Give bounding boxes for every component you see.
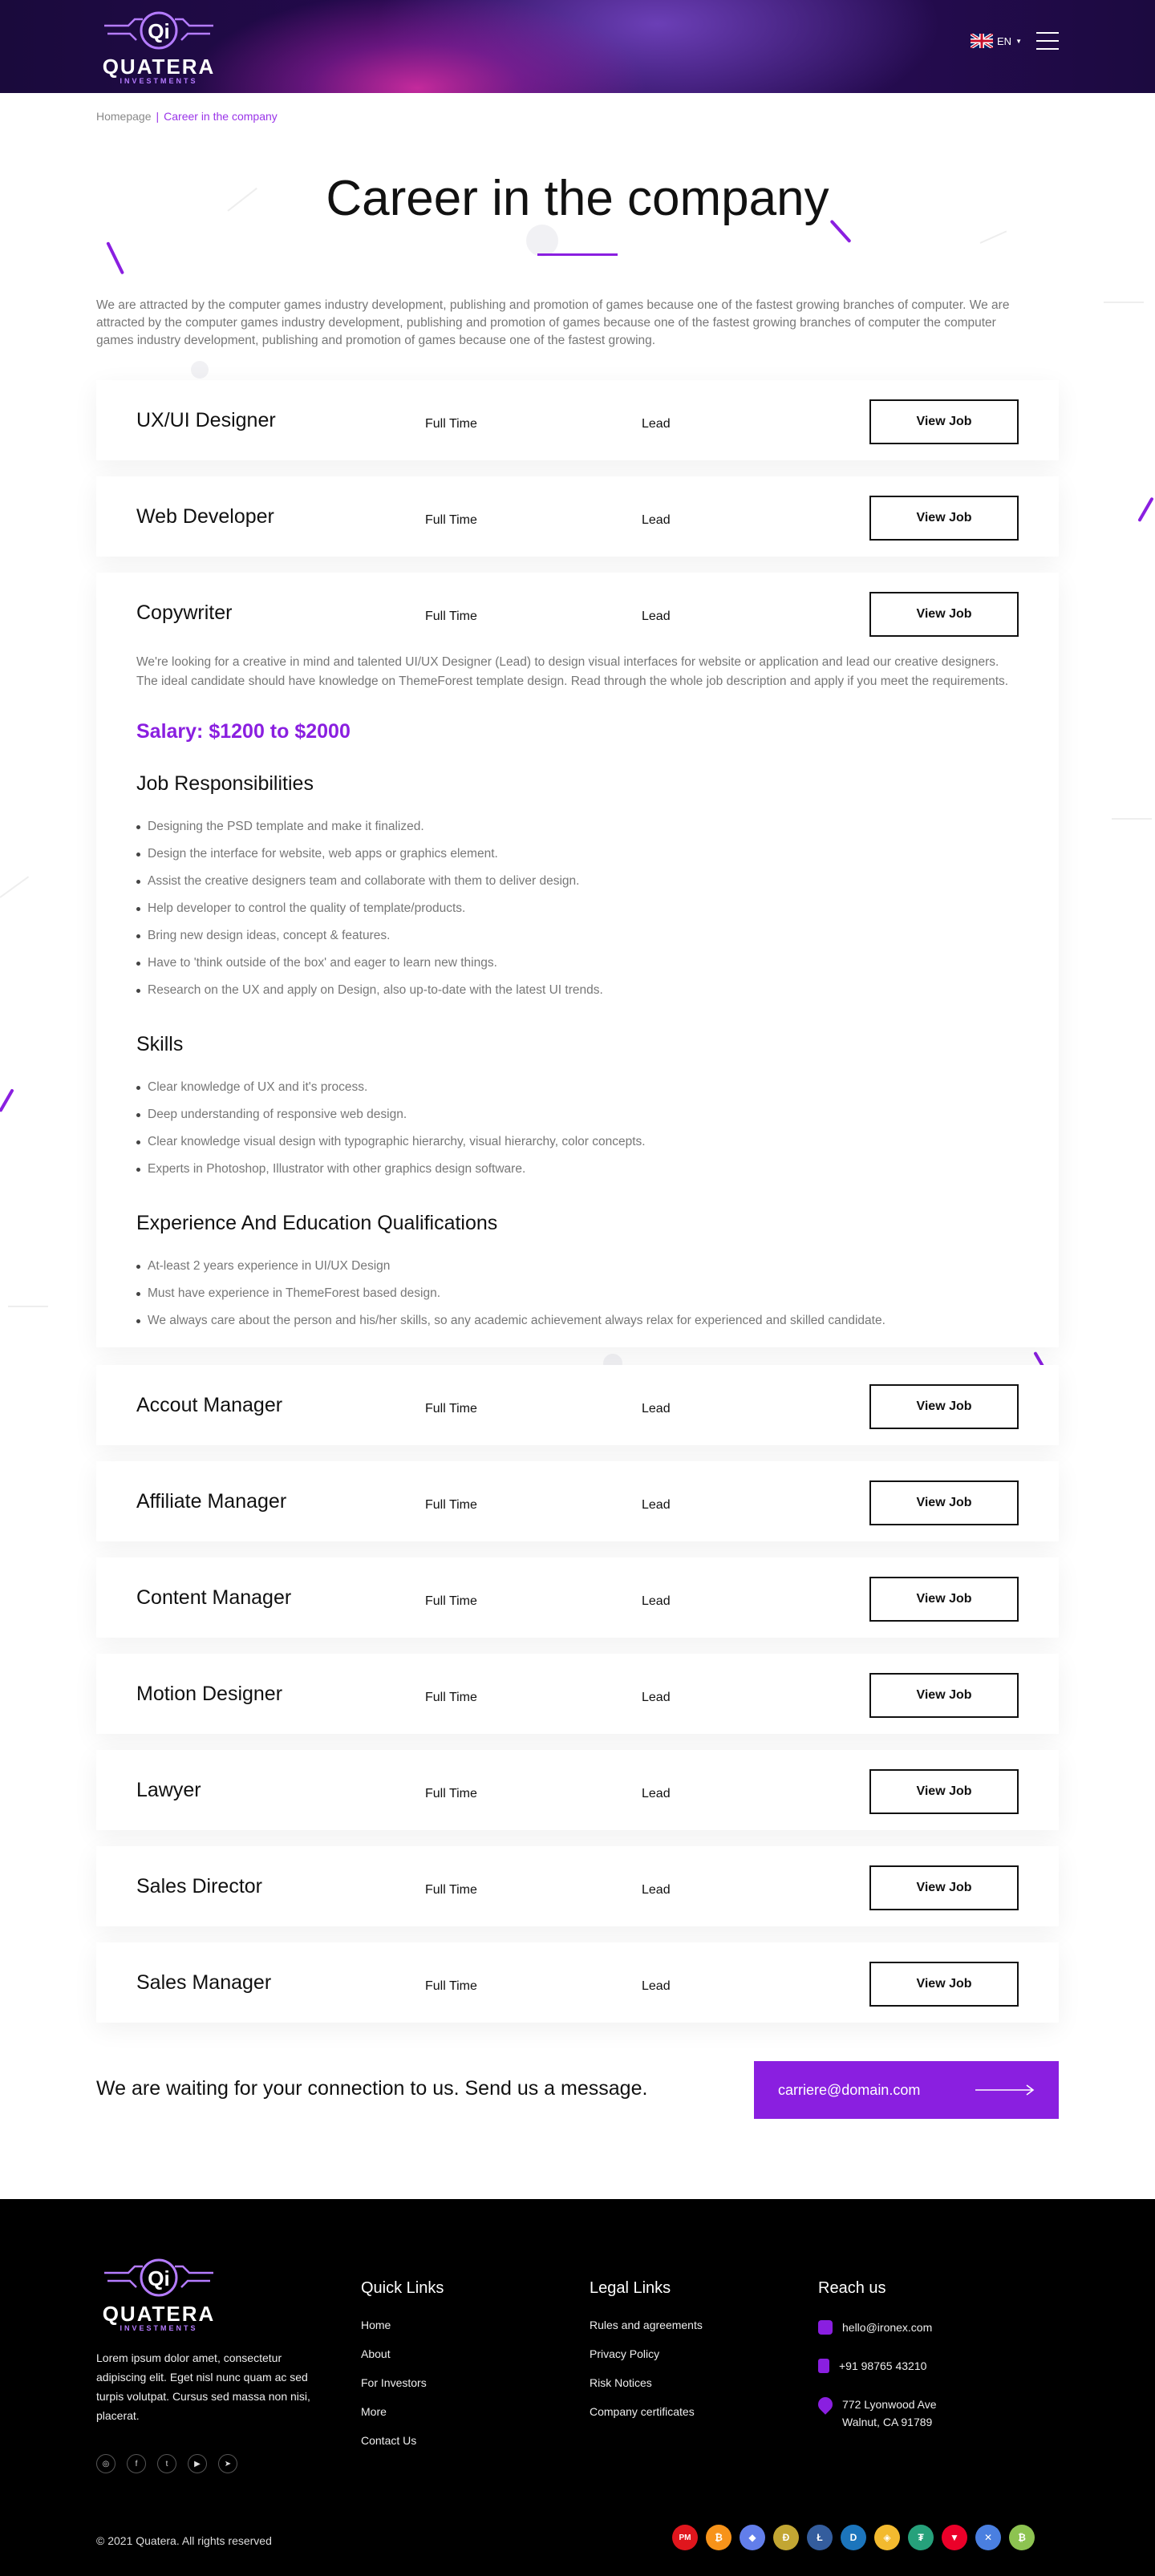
job-title: Content Manager [136, 1586, 292, 1609]
instagram-icon[interactable]: ◎ [96, 2454, 116, 2473]
chevron-down-icon: ▼ [1015, 37, 1022, 45]
reach-us [818, 2279, 937, 2452]
job-level: Lead [642, 1498, 671, 1512]
quick-links-title: Quick Links [361, 2279, 444, 2297]
job-card [96, 1365, 1059, 1445]
language-selector[interactable] [971, 34, 1022, 48]
view-job-button[interactable]: View Job [869, 1673, 1019, 1718]
footer-link-more[interactable]: More [361, 2405, 387, 2418]
language-label: EN [997, 34, 1012, 47]
job-title: UX/UI Designer [136, 409, 276, 431]
view-job-button[interactable]: View Job [869, 1865, 1019, 1910]
job-level: Lead [642, 1787, 671, 1800]
job-description: We're looking for a creative in mind and talented UI/UX Designer (Lead) to design visual interfaces for website or application and lead our creative designers. The ideal candidate should have knowledge on ThemeForest template design. Read through the whole job description and apply if you meet the requirements. [136, 655, 1009, 688]
footer-link-rules[interactable]: Rules and agreements [590, 2319, 703, 2331]
ethereum-icon: ◆ [740, 2525, 765, 2550]
cta-email-button[interactable] [754, 2061, 1059, 2119]
view-job-button[interactable]: View Job [869, 399, 1019, 444]
job-type: Full Time [425, 1787, 477, 1800]
job-type: Full Time [425, 1402, 477, 1416]
job-card [96, 1846, 1059, 1926]
decor-line [1137, 497, 1153, 522]
job-type: Full Time [425, 610, 477, 623]
list-item: Help developer to control the quality of template/products. [136, 895, 1019, 922]
salary: Salary: $1200 to $2000 [136, 720, 351, 743]
dogecoin-icon: Ð [773, 2525, 799, 2550]
footer-link-certificates[interactable]: Company certificates [590, 2405, 695, 2418]
job-type: Full Time [425, 1691, 477, 1704]
site-header [0, 0, 1155, 93]
breadcrumb-home[interactable]: Homepage [96, 110, 152, 123]
cta-text: We are waiting for your connection to us. Send us a message. [96, 2077, 648, 2100]
job-detail [96, 653, 1059, 1359]
view-job-button[interactable]: View Job [869, 496, 1019, 541]
logo-mark-icon [96, 10, 221, 55]
job-card [96, 1942, 1059, 2023]
job-card [96, 380, 1059, 460]
decor-line [1104, 302, 1144, 303]
uk-flag-icon [971, 34, 993, 48]
tron-icon: ▼ [942, 2525, 967, 2550]
perfect-money-icon: PM [672, 2525, 698, 2550]
copyright: © 2021 Quatera. All rights reserved [96, 2534, 272, 2547]
decor-line [8, 1306, 48, 1307]
job-card [96, 1461, 1059, 1541]
logo-mark-icon [96, 2257, 221, 2302]
job-card [96, 476, 1059, 557]
logo-subtitle: INVESTMENTS [120, 77, 198, 85]
job-type: Full Time [425, 1498, 477, 1512]
legal-links [590, 2279, 703, 2434]
logo-wordmark: QUATERA [102, 2302, 216, 2326]
contact-email[interactable] [818, 2319, 937, 2336]
breadcrumb-current: Career in the company [164, 110, 278, 123]
list-item: Research on the UX and apply on Design, also up-to-date with the latest UI trends. [136, 977, 1019, 1004]
payment-methods [672, 2525, 1035, 2550]
decor-line [980, 230, 1007, 243]
job-level: Lead [642, 1691, 671, 1704]
litecoin-icon: Ł [807, 2525, 833, 2550]
list-item: Clear knowledge of UX and it's process. [136, 1074, 1019, 1101]
contact-email-text: hello@ironex.com [842, 2321, 933, 2334]
decor-dot [191, 361, 209, 379]
list-item: Have to 'think outside of the box' and eager to learn new things. [136, 950, 1019, 977]
decor-line [106, 241, 124, 274]
youtube-icon[interactable]: ▶ [188, 2454, 207, 2473]
job-title: Lawyer [136, 1779, 201, 1801]
job-level: Lead [642, 1979, 671, 1993]
job-title: Web Developer [136, 505, 274, 528]
job-title: Affiliate Manager [136, 1490, 287, 1513]
dash-icon: D [841, 2525, 866, 2550]
cta-email: carriere@domain.com [778, 2081, 921, 2098]
ripple-icon: ✕ [975, 2525, 1001, 2550]
tether-icon: ₮ [908, 2525, 934, 2550]
footer-link-risk[interactable]: Risk Notices [590, 2376, 652, 2389]
job-title: Sales Director [136, 1875, 262, 1898]
view-job-button[interactable]: View Job [869, 592, 1019, 637]
list-item: Clear knowledge visual design with typographic hierarchy, visual hierarchy, color concepts. [136, 1128, 1019, 1156]
view-job-button[interactable]: View Job [869, 1577, 1019, 1622]
list-item: Designing the PSD template and make it finalized. [136, 813, 1019, 840]
responsibilities-list [136, 813, 1019, 1004]
decor-line [0, 1088, 14, 1112]
bitcoin-cash-icon: ₿ [1009, 2525, 1035, 2550]
job-title: Copywriter [136, 601, 233, 624]
job-level: Lead [642, 610, 671, 623]
logo-subtitle: INVESTMENTS [120, 2324, 198, 2332]
breadcrumb-separator: | [156, 110, 160, 123]
list-item: Assist the creative designers team and collaborate with them to deliver design. [136, 868, 1019, 895]
job-type: Full Time [425, 1594, 477, 1608]
experience-heading: Experience And Education Qualifications [136, 1212, 498, 1234]
job-type: Full Time [425, 1883, 477, 1897]
list-item: At-least 2 years experience in UI/UX Design [136, 1253, 1019, 1280]
job-type: Full Time [425, 417, 477, 431]
footer-link-investors[interactable]: For Investors [361, 2376, 427, 2389]
list-item: Design the interface for website, web apps or graphics element. [136, 840, 1019, 868]
view-job-button[interactable]: View Job [869, 1962, 1019, 2007]
svg-text:Qi: Qi [148, 2266, 170, 2290]
decor-line [1112, 818, 1152, 820]
title-underline [537, 253, 618, 256]
job-level: Lead [642, 417, 671, 431]
job-title: Accout Manager [136, 1394, 283, 1416]
footer-link-home[interactable]: Home [361, 2319, 391, 2331]
footer-link-privacy[interactable]: Privacy Policy [590, 2347, 660, 2360]
breadcrumb [96, 110, 278, 123]
twitter-icon[interactable]: t [157, 2454, 176, 2473]
decor-dot [526, 225, 558, 257]
location-pin-icon [815, 2394, 835, 2414]
intro-text: We are attracted by the computer games industry development, publishing and promotion of games because one of the fastest growing branches of computer. We are attracted by the computer games industry development, publishing and promotion of games because one of the fastest growing branches of computer the computer games industry development, publishing and promotion of games because one of the fastest growing. [96, 298, 1010, 347]
job-title: Motion Designer [136, 1683, 283, 1705]
footer-link-contact[interactable]: Contact Us [361, 2434, 417, 2447]
decor-line [0, 876, 29, 897]
skills-heading: Skills [136, 1033, 184, 1055]
legal-links-title: Legal Links [590, 2279, 671, 2297]
job-card [96, 1654, 1059, 1734]
address-line1: 772 Lyonwood Ave [842, 2398, 937, 2411]
job-level: Lead [642, 1594, 671, 1608]
job-type: Full Time [425, 1979, 477, 1993]
list-item: Must have experience in ThemeForest based design. [136, 1280, 1019, 1307]
contact-phone[interactable] [818, 2357, 937, 2375]
page-title: Career in the company [326, 171, 829, 226]
view-job-button[interactable]: View Job [869, 1384, 1019, 1429]
experience-list [136, 1253, 1019, 1335]
job-level: Lead [642, 1402, 671, 1416]
footer-about: Lorem ipsum dolor amet, consectetur adipiscing elit. Eget nisl nunc quam ac sed turpis volutpat. Cursus sed massa non nisi, placerat. [96, 2351, 310, 2422]
footer-logo[interactable] [96, 2257, 221, 2331]
address-line2: Walnut, CA 91789 [842, 2416, 933, 2428]
job-card-expanded [96, 573, 1059, 1347]
job-card [96, 1750, 1059, 1830]
menu-icon[interactable] [1036, 32, 1059, 50]
svg-text:Qi: Qi [148, 19, 170, 43]
contact-phone-text: +91 98765 43210 [839, 2359, 927, 2372]
social-links [96, 2454, 237, 2473]
bitcoin-icon: ₿ [706, 2525, 732, 2550]
site-footer [0, 2199, 1155, 2576]
job-title: Sales Manager [136, 1971, 272, 1994]
facebook-icon[interactable]: f [127, 2454, 146, 2473]
skills-list [136, 1074, 1019, 1183]
logo-wordmark: QUATERA [102, 55, 216, 79]
view-job-button[interactable]: View Job [869, 1480, 1019, 1525]
job-card [96, 1557, 1059, 1638]
phone-icon [818, 2359, 829, 2373]
job-level: Lead [642, 513, 671, 527]
reach-us-title: Reach us [818, 2279, 886, 2297]
telegram-icon[interactable]: ➤ [218, 2454, 237, 2473]
logo[interactable] [96, 10, 221, 83]
binance-icon: ◈ [874, 2525, 900, 2550]
list-item: Deep understanding of responsive web design. [136, 1101, 1019, 1128]
quick-links [361, 2279, 444, 2463]
view-job-button[interactable]: View Job [869, 1769, 1019, 1814]
job-type: Full Time [425, 513, 477, 527]
mail-icon [818, 2320, 833, 2335]
job-level: Lead [642, 1883, 671, 1897]
list-item: Bring new design ideas, concept & features. [136, 922, 1019, 950]
contact-address [818, 2396, 937, 2431]
list-item: We always care about the person and his/her skills, so any academic achievement always relax for experienced and skilled candidate. [136, 1307, 1019, 1335]
responsibilities-heading: Job Responsibilities [136, 772, 314, 795]
footer-link-about[interactable]: About [361, 2347, 391, 2360]
contact-address-text [842, 2396, 937, 2431]
arrow-right-icon [975, 2084, 1035, 2096]
list-item: Experts in Photoshop, Illustrator with other graphics design software. [136, 1156, 1019, 1183]
